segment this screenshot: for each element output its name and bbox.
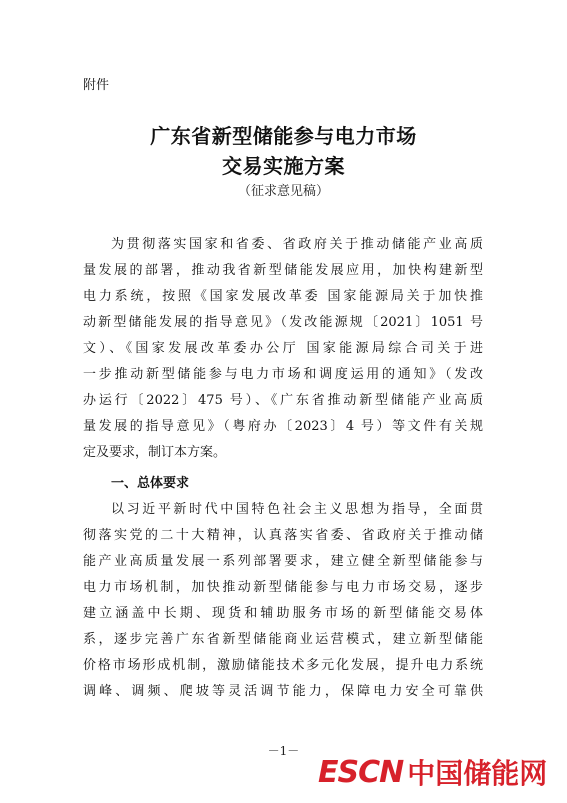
section1-line: 调峰、调频、爬坡等灵活调节能力，保障电力安全可靠供: [83, 684, 483, 699]
section1-line: 电力市场机制，加快推动新型储能参与电力市场交易，逐步: [83, 580, 483, 595]
intro-line: 为贯彻落实国家和省委、省政府关于推动储能产业高质: [111, 237, 483, 252]
page-number: －1－: [267, 744, 300, 758]
document-subtitle: （征求意见稿）: [237, 184, 329, 199]
intro-line: 文）、《国家发展改革委办公厅 国家能源局综合司关于进: [83, 341, 483, 356]
intro-line: 动新型储能发展的指导意见》（发改能源规〔2021〕1051 号: [83, 315, 483, 330]
watermark-latin-text: ESCN: [318, 754, 404, 790]
attachment-label: 附件: [83, 78, 110, 93]
section1-line: 彻落实党的二十大精神，认真落实省委、省政府关于推动储: [83, 528, 483, 543]
section1-line: 能产业高质量发展一系列部署要求，建立健全新型储能参与: [83, 554, 483, 569]
document-title-line-2: 交易实施方案: [222, 154, 345, 178]
intro-line: 量发展的指导意见》（粤府办〔2023〕4 号）等文件有关规: [83, 419, 483, 434]
section1-line: 价格市场形成机制，激励储能技术多元化发展，提升电力系统: [83, 658, 483, 673]
section1-line: 建立涵盖中长期、现货和辅助服务市场的新型储能交易体: [83, 606, 483, 621]
section1-line: 以习近平新时代中国特色社会主义思想为指导，全面贯: [111, 502, 483, 517]
watermark-cjk-text: 中国储能网: [407, 757, 548, 790]
intro-line: 办运行〔2022〕475 号）、《广东省推动新型储能产业高质: [83, 393, 483, 408]
document-title-line-1: 广东省新型储能参与电力市场: [150, 124, 417, 148]
escn-watermark-logo: [318, 752, 547, 792]
intro-line: 量发展的部署，推动我省新型储能发展应用，加快构建新型: [83, 263, 483, 278]
intro-line: 一步推动新型储能参与电力市场和调度运用的通知》（发改: [83, 367, 483, 382]
intro-line: 定及要求，制订本方案。: [83, 445, 227, 460]
intro-line: 电力系统，按照《国家发展改革委 国家能源局关于加快推: [83, 289, 483, 304]
section1-line: 系，逐步完善广东省新型储能商业运营模式，建立新型储能: [83, 632, 483, 647]
section-heading-general-requirements: 一、总体要求: [111, 476, 190, 491]
